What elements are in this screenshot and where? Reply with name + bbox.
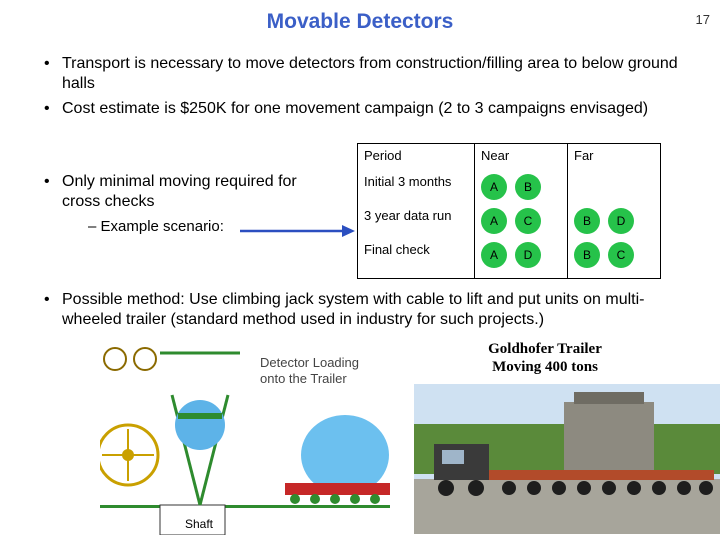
period-cell: 3 year data run <box>358 206 475 240</box>
caption-line: Goldhofer Trailer <box>488 341 602 357</box>
detector-tank <box>175 400 225 450</box>
transformer-load <box>564 402 654 472</box>
pulley-wheel <box>134 348 156 370</box>
detector-loading-diagram <box>100 345 390 535</box>
pulley-wheel <box>104 348 126 370</box>
period-cell: Initial 3 months <box>358 172 475 206</box>
table-header-row <box>358 144 661 173</box>
bullet-text: Cost estimate is $250K for one movement campaign (2 to 3 campaigns envisaged) <box>62 100 649 117</box>
detector-tag: B <box>574 208 600 234</box>
arrow-right-icon <box>240 224 355 238</box>
detector-tag: A <box>481 174 507 200</box>
bullet-text: Transport is necessary to move detectors from construction/filling area to below ground halls <box>62 55 678 92</box>
detector-tag: B <box>515 174 541 200</box>
far-cell <box>568 240 661 279</box>
bullet-method <box>44 290 682 330</box>
header-far: Far <box>568 144 661 173</box>
header-period: Period <box>358 144 475 173</box>
bullet-text: Only minimal moving required for cross checks <box>62 173 297 210</box>
detector-tag: A <box>481 242 507 268</box>
detector-tag: D <box>608 208 634 234</box>
bullet-text: Possible method: Use climbing jack system with cable to lift and put units on multi-wheeled trailer (standard method used in industry for such projects.) <box>62 291 645 328</box>
near-cell <box>475 240 568 279</box>
bullet-marker: • <box>44 55 50 72</box>
bullet-marker: • <box>44 173 50 190</box>
page-number: 17 <box>695 12 710 27</box>
trailer-photo-caption <box>460 340 630 376</box>
far-cell <box>568 206 661 240</box>
trailer-deck <box>285 483 390 495</box>
sub-bullet-example: – Example scenario: <box>88 218 224 235</box>
period-cell: Final check <box>358 240 475 279</box>
bullet-marker: • <box>44 291 50 308</box>
detector-tag: C <box>608 242 634 268</box>
far-cell <box>568 172 661 206</box>
bullet-transport <box>44 54 682 94</box>
detector-tag: B <box>574 242 600 268</box>
shaft-label: Shaft <box>185 517 214 531</box>
slide-title: Movable Detectors <box>266 10 454 33</box>
near-cell <box>475 172 568 206</box>
schedule-table <box>357 143 661 279</box>
floor-line <box>100 505 390 508</box>
table-row <box>358 206 661 240</box>
detector-tag: C <box>515 208 541 234</box>
table-row <box>358 240 661 279</box>
table-row <box>358 172 661 206</box>
near-cell <box>475 206 568 240</box>
header-near: Near <box>475 144 568 173</box>
bullet-cross-checks <box>44 172 322 212</box>
diagram-caption-line2: onto the Trailer <box>260 371 347 386</box>
bullet-marker: • <box>44 100 50 117</box>
detector-tag: D <box>515 242 541 268</box>
bullet-cost <box>44 99 682 119</box>
caption-line: Moving 400 tons <box>492 359 598 375</box>
detector-tag: A <box>481 208 507 234</box>
trailer-photo <box>414 384 720 534</box>
diagram-caption-line1: Detector Loading <box>260 355 360 370</box>
